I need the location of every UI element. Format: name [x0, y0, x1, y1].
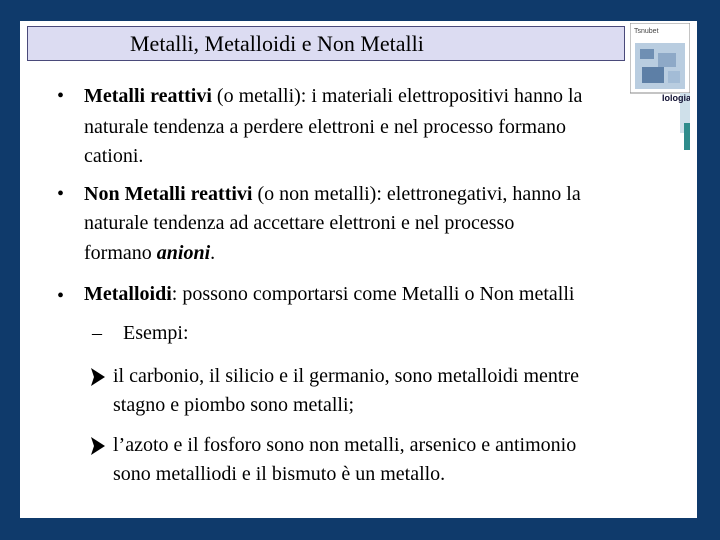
bullet-1-line-3: cationi. [84, 145, 144, 167]
bullet-2-line-3-prefix: formano [84, 242, 157, 264]
bullet-2-line-2: naturale tendenza ad accettare elettroni e nel processo [84, 212, 515, 234]
examples-label: Esempi: [123, 322, 189, 344]
arrow-bullet-icon [91, 437, 105, 455]
example-2-line-2: sono metalliodi e il bismuto è un metallo. [113, 463, 446, 485]
arrow-bullet-icon [91, 368, 105, 386]
bullet-2-line-3-suffix: . [210, 242, 216, 264]
bullet-2-term: Non Metalli reattivi [84, 183, 253, 205]
slide-title: Metalli, Metalloidi e Non Metalli [130, 31, 424, 56]
bullet-marker: • [57, 285, 65, 307]
bullet-2-line-3 [84, 240, 215, 267]
bullet-1-text: (o metalli): i materiali elettropositivi hanno la [211, 85, 583, 107]
bullet-2-text: (o non metalli): elettronegativi, hanno la [252, 183, 581, 205]
bullet-3-line-1 [84, 281, 574, 308]
bullet-1-line-2: naturale tendenza a perdere elettroni e nel processo formano [84, 116, 566, 138]
bullet-marker: • [57, 183, 65, 205]
thumbnail-caption: Iologia [662, 93, 690, 103]
book-cover-thumbnail-icon [630, 23, 690, 150]
title-box [27, 26, 625, 61]
example-1-line-1: il carbonio, il silicio e il germanio, sono metalloidi mentre [113, 365, 580, 387]
example-2-line-1: l’azoto e il fosforo sono non metalli, arsenico e antimonio [113, 434, 577, 456]
bullet-1-term: Metalli reattivi [84, 85, 212, 107]
bullet-2-emphasis: anioni [156, 242, 211, 264]
bullet-3-text: : possono comportarsi come Metalli o Non metalli [171, 283, 575, 305]
bullet-3-term: Metalloidi [84, 283, 172, 305]
examples-dash: – [92, 322, 102, 344]
bullet-2-line-1 [84, 181, 581, 208]
example-1-line-2: stagno e piombo sono metalli; [113, 394, 355, 416]
svg-text:Tsnubet: Tsnubet [634, 28, 659, 35]
bullet-1-line-1 [84, 83, 582, 110]
bullet-marker: • [57, 85, 65, 107]
